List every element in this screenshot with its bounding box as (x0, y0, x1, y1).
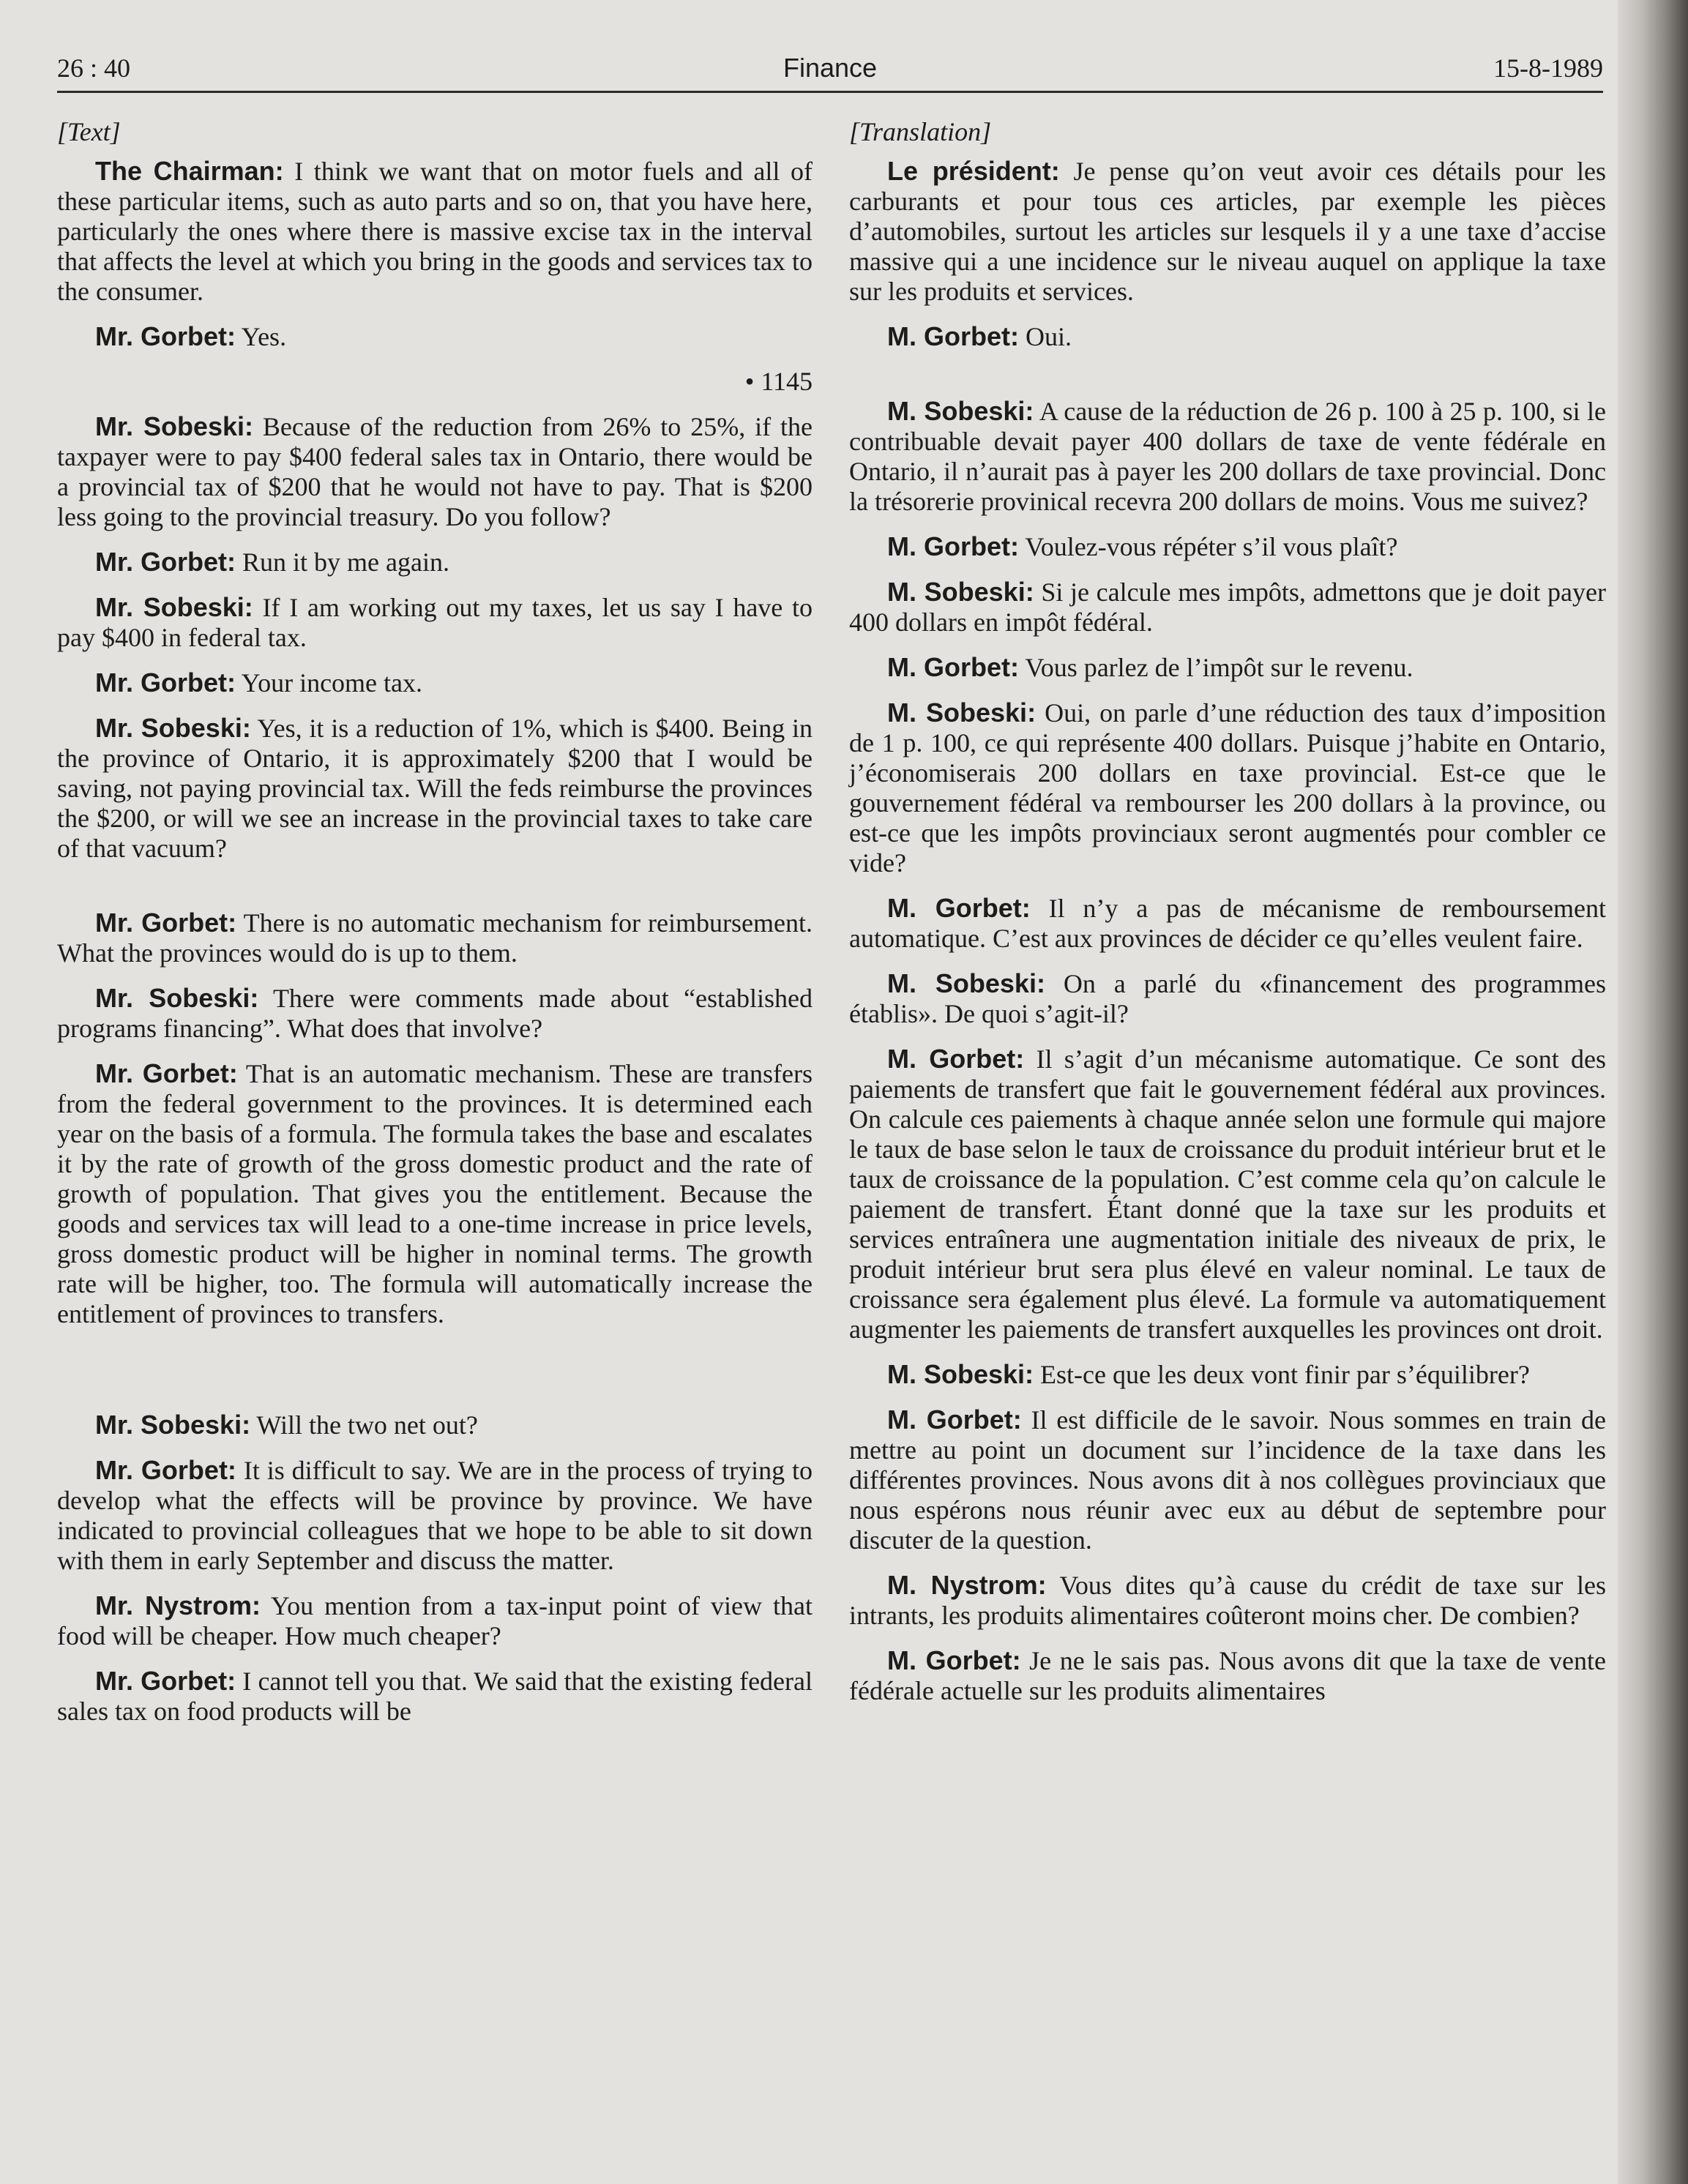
speech-text: Est-ce que les deux vont finir par s’équilibrer? (1034, 1360, 1530, 1389)
speech-paragraph (57, 1058, 813, 1329)
speech-text: There is no automatic mechanism for reimbursement. What the provinces would do is up to them. (57, 908, 813, 968)
speech-text: Yes. (236, 322, 287, 351)
speaker-name: M. Sobeski: (887, 396, 1034, 426)
speech-paragraph (849, 156, 1606, 307)
speech-paragraph (849, 396, 1606, 517)
speech-paragraph (57, 1666, 813, 1727)
speech-text: If I am working out my taxes, let us say I have to pay $400 in federal tax. (57, 593, 813, 652)
speech-text: Yes, it is a reduction of 1%, which is $400. Being in the province of Ontario, it is approximately $200 that I would be saving, not paying provincial tax. Will the feds reimburse the provinces the $200, or will we see an increase in the provincial taxes to take care of that vacuum? (57, 714, 813, 863)
speech-text: Vous parlez de l’impôt sur le revenu. (1018, 653, 1413, 682)
page-edge-shadow (1618, 0, 1688, 2184)
speech-paragraph (849, 893, 1606, 954)
speech-text: You mention from a tax-input point of view that food will be cheaper. How much cheaper? (57, 1591, 813, 1650)
spacer (849, 367, 1606, 396)
speech-text: A cause de la réduction de 26 p. 100 à 25 p. 100, si le contribuable devait payer 400 dollars de taxe de vente fédérale en Ontario, il n’aurait pas à payer les 200 dollars de taxe provincial. Donc la trésorerie provinical recevra 200 dollars de moins. Vous me suivez? (849, 397, 1606, 516)
speech-text: Will the two net out? (250, 1410, 478, 1440)
speech-text: Your income tax. (236, 668, 423, 698)
speech-text: Oui, on parle d’une réduction des taux d’imposition de 1 p. 100, ce qui représente 400 dollars. Puisque j’habite en Ontario, j’économiserais 200 dollars en taxe provincial. Est-ce que le gouvernement fédéral va rembourser les 200 dollars à la province, ou est-ce que les impôts provinciaux seront augmentés pour combler ce vide? (849, 698, 1606, 878)
speech-paragraph (849, 577, 1606, 637)
speaker-name: M. Gorbet: (887, 1044, 1025, 1074)
speech-paragraph (57, 321, 813, 352)
spacer (57, 1344, 813, 1410)
speaker-name: Mr. Gorbet: (95, 547, 236, 577)
speaker-name: Mr. Sobeski: (95, 983, 259, 1013)
speech-text: I think we want that on motor fuels and all of these particular items, such as auto parts and so on, that you have here, particularly the ones where there is massive excise tax in the interval that affects the level at which you bring in the goods and services tax to the consumer. (57, 157, 813, 306)
speech-paragraph (57, 156, 813, 307)
speaker-name: Mr. Gorbet: (95, 1666, 236, 1696)
speech-text: Oui. (1018, 322, 1072, 351)
speech-text: Si je calcule mes impôts, admettons que je doit payer 400 dollars en impôt fédéral. (849, 577, 1607, 637)
speech-paragraph (849, 968, 1606, 1029)
speech-text: That is an automatic mechanism. These are transfers from the federal government to the provinces. It is determined each year on the basis of a formula. The formula takes the base and escalates it by the rate of growth of the gross domestic product and the rate of growth of population. That gives you the entitlement. Because the goods and services tax will lead to a one-time increase in price levels, gross domestic product will be higher in nominal terms. The growth rate will be higher, too. The formula will automatically increase the entitlement of provinces to transfers. (57, 1059, 813, 1328)
speech-text: It is difficult to say. We are in the process of trying to develop what the effects will be province by province. We have indicated to provincial colleagues that we hope to be able to sit down with them in early September and discuss the matter. (57, 1456, 813, 1575)
translation-tag: [Translation] (849, 117, 992, 146)
speaker-name: Mr. Gorbet: (95, 667, 236, 698)
speaker-name: Mr. Gorbet: (95, 908, 237, 938)
speech-paragraph (57, 1410, 813, 1440)
speaker-name: Mr. Nystrom: (95, 1590, 261, 1620)
header-date: 15-8-1989 (1493, 53, 1603, 83)
speech-text: On a parlé du «financement des programmes établis». De quoi s’agit-il? (849, 969, 1606, 1028)
speaker-name: M. Gorbet: (887, 321, 1019, 351)
speaker-name: M. Gorbet: (887, 1645, 1021, 1675)
header-title: Finance (783, 53, 878, 83)
speech-paragraph (849, 1359, 1606, 1390)
speaker-name: M. Sobeski: (887, 1359, 1034, 1389)
speech-paragraph (57, 1455, 813, 1576)
speaker-name: Mr. Sobeski: (95, 713, 251, 743)
speech-paragraph (57, 667, 813, 698)
time-marker: • 1145 (744, 367, 813, 396)
speech-text: Il n’y a pas de mécanisme de remboursement automatique. C’est aux provinces de décider ce qu’elles veulent faire. (849, 894, 1607, 953)
speaker-name: Mr. Gorbet: (95, 1058, 238, 1088)
speech-paragraph (57, 411, 813, 532)
speech-text: Run it by me again. (236, 547, 449, 577)
speech-paragraph (849, 1645, 1606, 1706)
speech-text: Vous dites qu’à cause du crédit de taxe sur les intrants, les produits alimentaires coûteront moins cher. De combien? (849, 1571, 1606, 1630)
speech-paragraph (57, 592, 813, 653)
speech-paragraph (849, 652, 1606, 683)
english-column (57, 117, 813, 1741)
speech-text: Il est difficile de le savoir. Nous sommes en train de mettre au point un document sur l’incidence de la taxe dans les différentes provinces. Nous avons dit à nos collègues provinciaux que nous espérons nous réunir avec eux au début de septembre pour discuter de la question. (849, 1405, 1607, 1555)
speaker-name: Mr. Gorbet: (95, 321, 236, 351)
speaker-name: M. Nystrom: (887, 1570, 1047, 1600)
speech-text: Je pense qu’on veut avoir ces détails pour les carburants et pour tous ces articles, par exemple les pièces d’automobiles, surtout les articles sur lesquels il y a une taxe d’accise massive qui a une incidence sur le niveau auquel on applique la taxe sur les produits et services. (849, 157, 1607, 306)
speech-text: Because of the reduction from 26% to 25%, if the taxpayer were to pay $400 federal sales tax in Ontario, there would be a provincial tax of $200 that he would not have to pay. That is $200 less going to the provincial treasury. Do you follow? (57, 412, 813, 531)
speaker-name: Le président: (887, 156, 1060, 186)
speaker-name: M. Sobeski: (887, 577, 1034, 607)
speech-text: I cannot tell you that. We said that the existing federal sales tax on food products will be (57, 1667, 813, 1726)
speech-paragraph (57, 713, 813, 864)
french-column (849, 117, 1606, 1721)
speech-paragraph (57, 983, 813, 1044)
page-number: 26 : 40 (57, 53, 131, 83)
speaker-name: M. Gorbet: (887, 893, 1031, 923)
speech-text: Voulez-vous répéter s’il vous plaît? (1018, 532, 1398, 561)
spacer (57, 878, 813, 908)
speech-text: There were comments made about “established programs financing”. What does that involve? (57, 984, 813, 1043)
running-header (57, 53, 1603, 93)
speech-paragraph (849, 1044, 1606, 1345)
speech-paragraph (849, 531, 1606, 562)
speech-paragraph (849, 698, 1606, 878)
speaker-name: The Chairman: (95, 156, 284, 186)
speaker-name: Mr. Sobeski: (95, 592, 253, 622)
speaker-name: M. Gorbet: (887, 531, 1019, 561)
speaker-name: M. Gorbet: (887, 1405, 1022, 1435)
speech-text: Je ne le sais pas. Nous avons dit que la taxe de vente fédérale actuelle sur les produits alimentaires (849, 1646, 1607, 1705)
speech-text: Il s’agit d’un mécanisme automatique. Ce sont des paiements de transfert que fait le gouvernement fédéral aux provinces. On calcule ces paiements à chaque année selon une formule qui majore le taux de base selon le taux de croissance du produit intérieur brut et le taux de croissance de la population. C’est comme cela qu’on calcule le paiement de transfert. Étant donné que la taxe sur les produits et services entraînera une augmentation initiale des niveaux de prix, le produit intérieur brut sera plus élevé en valeur nominal. Le taux de croissance sera également plus élevé. La formule va automatiquement augmenter les paiements de transfert auxquelles les provinces ont droit. (849, 1044, 1607, 1344)
speech-paragraph (849, 321, 1606, 352)
speaker-name: M. Sobeski: (887, 698, 1037, 728)
speech-paragraph (57, 547, 813, 577)
speaker-name: M. Sobeski: (887, 968, 1045, 998)
speech-paragraph (849, 1405, 1606, 1555)
speech-paragraph (849, 1570, 1606, 1631)
speaker-name: M. Gorbet: (887, 652, 1019, 682)
speech-paragraph (57, 1590, 813, 1651)
speech-paragraph (57, 908, 813, 968)
speaker-name: Mr. Sobeski: (95, 411, 253, 441)
speaker-name: Mr. Sobeski: (95, 1410, 251, 1440)
speaker-name: Mr. Gorbet: (95, 1455, 236, 1485)
text-tag: [Text] (57, 117, 121, 146)
